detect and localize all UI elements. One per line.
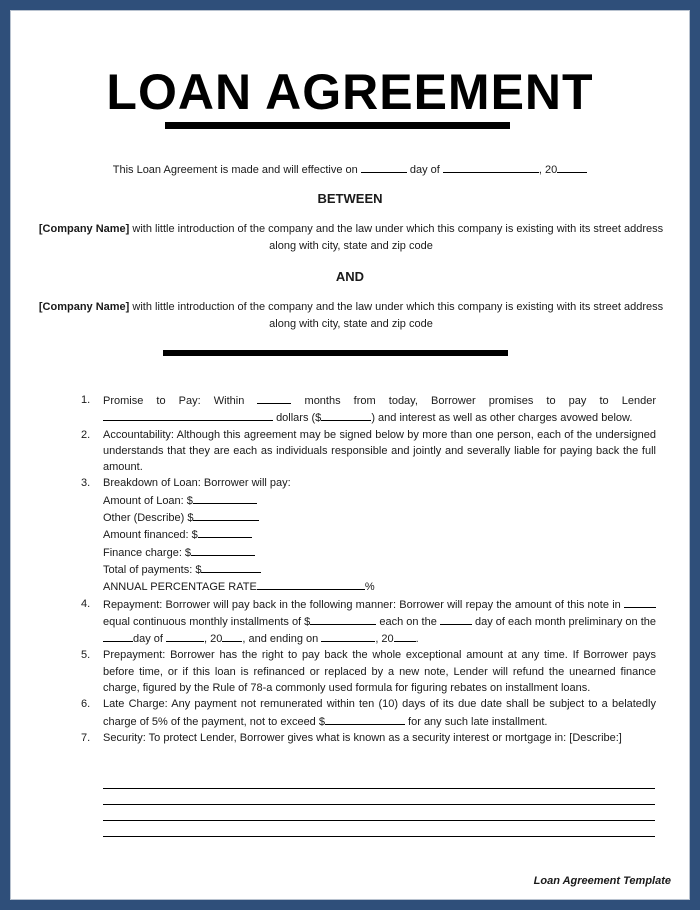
start-year-blank[interactable] — [222, 630, 242, 642]
security-line[interactable] — [103, 820, 655, 821]
party-one-name: [Company Name] — [38, 223, 130, 235]
clause-repayment: 4. Repayment: Borrower will pay back in the following manner: Borrower will repay the amount of this note in equal continuous monthly installments of $ each on the day of each month preliminary on the day of , 20 , and ending on , 20 . — [81, 597, 656, 646]
clause-breakdown: 3. Breakdown of Loan: Borrower will pay: Amount of Loan: $ Other (Describe) $ Amount financed: $ Finance charge: $ Total of payments: $ ANNUAL PERCENTAGE RATE % — [81, 475, 656, 595]
amount-of-loan-blank[interactable] — [193, 492, 257, 504]
clause-prepayment: 5. Prepayment: Borrower has the right to pay back the whole exceptional amount at any time. If Borrower pays before time, or if this loan is refinanced or replaced by a new note, Lender will refund the unearned finance charge, figured by the Rule of 78-a commonly used formula for figuring rebates on installment loans. — [81, 649, 656, 695]
party-two-desc: with little introduction of the company and the law under which this company is existing with its street address along with city, state and zip code — [129, 301, 664, 330]
clause-promise-to-pay: 1. Promise to Pay: Within months from today, Borrower promises to pay to Lender dollars ($ ) and interest as well as other charges avowed below. — [81, 394, 656, 425]
year-blank[interactable] — [557, 161, 587, 173]
amount-financed: Amount financed: $ — [103, 526, 656, 543]
start-day-blank[interactable] — [103, 630, 133, 642]
party-two-name: [Company Name] — [38, 301, 130, 313]
amount-of-loan: Amount of Loan: $ — [103, 492, 656, 509]
annual-percentage-rate: ANNUAL PERCENTAGE RATE % — [103, 578, 656, 595]
effective-date-line: This Loan Agreement is made and will effective on day of , 20 — [11, 161, 689, 178]
section-divider — [163, 350, 508, 356]
other-describe: Other (Describe) $ — [103, 509, 656, 526]
security-line[interactable] — [103, 804, 655, 805]
party-two — [37, 299, 665, 333]
end-date-blank[interactable] — [321, 630, 375, 642]
month-blank[interactable] — [443, 161, 539, 173]
apr-blank[interactable] — [257, 578, 365, 590]
and-heading: AND — [335, 269, 365, 284]
between-heading: BETWEEN — [317, 191, 383, 206]
dollars-words-blank[interactable] — [103, 409, 273, 421]
total-of-payments-blank[interactable] — [201, 561, 261, 573]
party-one-desc: with little introduction of the company and the law under which this company is existing with its street address along with city, state and zip code — [129, 223, 664, 252]
installment-amount-blank[interactable] — [310, 613, 376, 625]
title-underline — [165, 122, 510, 129]
document-title: LOAN AGREEMENT — [106, 64, 594, 120]
due-day-blank[interactable] — [440, 613, 472, 625]
late-charge-cap-blank[interactable] — [325, 713, 405, 725]
finance-charge: Finance charge: $ — [103, 544, 656, 561]
installments-count-blank[interactable] — [624, 596, 656, 608]
clause-accountability: 2. Accountability: Although this agreement may be signed below by more than one person, each of the undersigned understands that they are each as individuals responsible and jointly and severally liable for paying back the full amount. — [81, 428, 656, 474]
document-page — [10, 10, 690, 900]
amount-financed-blank[interactable] — [198, 526, 252, 538]
clauses-list — [81, 392, 656, 746]
security-line[interactable] — [103, 788, 655, 789]
end-year-blank[interactable] — [394, 630, 416, 642]
template-footer: Loan Agreement Template — [533, 875, 671, 887]
party-one — [37, 221, 665, 255]
total-of-payments: Total of payments: $ — [103, 561, 656, 578]
security-line[interactable] — [103, 836, 655, 837]
other-blank[interactable] — [193, 509, 259, 521]
start-month-blank[interactable] — [166, 630, 204, 642]
clause-late-charge: 6. Late Charge: Any payment not remunerated within ten (10) days of its due date shall be subject to a belatedly charge of 5% of the payment, not to exceed $ for any such late installment. — [81, 698, 656, 728]
clause-security: 7. Security: To protect Lender, Borrower gives what is known as a security interest or mortgage in: [Describe:] — [81, 731, 622, 744]
dollars-amount-blank[interactable] — [321, 409, 371, 421]
day-blank[interactable] — [361, 161, 407, 173]
months-blank[interactable] — [257, 392, 291, 404]
finance-charge-blank[interactable] — [191, 544, 255, 556]
